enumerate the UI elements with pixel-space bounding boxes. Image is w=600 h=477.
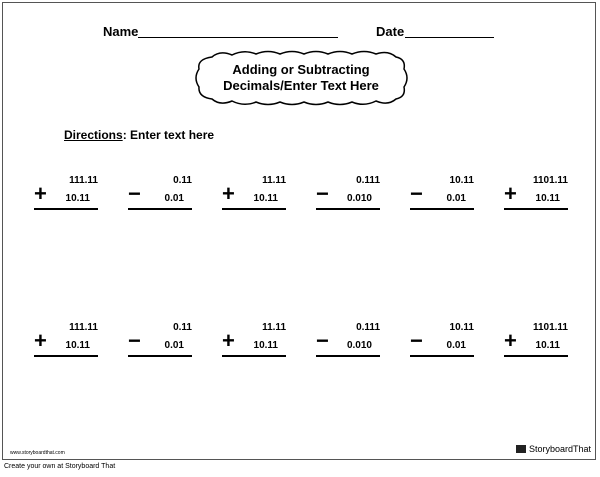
answer-line [34,355,98,357]
operator-sign: + [34,181,47,206]
problem-bottom: 10.11 [253,193,278,204]
operator-sign: − [128,328,141,353]
operator-sign: + [504,181,517,206]
problem [222,175,286,219]
problem [222,322,286,366]
answer-line [410,355,474,357]
problem-bottom: 0.01 [164,193,184,204]
problem-top: 10.11 [449,322,474,333]
operator-sign: − [410,328,423,353]
problem-top: 11.11 [262,175,286,186]
operator-sign: − [316,181,329,206]
answer-line [410,208,474,210]
directions-text: : Enter text here [122,128,215,142]
operator-sign: + [222,181,235,206]
problem [504,175,568,219]
brand-name: StoryboardThat [529,444,592,454]
problem [34,322,98,366]
problem-bottom: 0.010 [346,340,372,351]
problem [410,175,474,219]
problem-top: 111.11 [69,175,98,186]
problem-top: 0.11 [173,175,192,186]
date-line [405,37,494,38]
answer-line [128,355,192,357]
footer-caption: Create your own at Storyboard That [4,463,116,470]
operator-sign: + [34,328,47,353]
problem [504,322,568,366]
problem [316,322,380,366]
operator-sign: + [222,328,235,353]
answer-line [316,208,380,210]
problem-bottom: 0.01 [446,340,466,351]
problem [410,322,474,366]
problem-bottom: 0.01 [446,193,466,204]
answer-line [504,208,568,210]
answer-line [222,208,286,210]
operator-sign: + [504,328,517,353]
storyboardthat-logo [516,444,591,454]
problem-top: 0.11 [173,322,192,333]
problem-top: 0.111 [356,175,380,186]
problem [128,175,192,219]
answer-line [128,208,192,210]
problem-bottom: 0.010 [346,193,372,204]
problem [128,322,192,366]
problem [316,175,380,219]
problem-bottom: 10.11 [535,193,560,204]
problem-top: 11.11 [262,322,286,333]
operator-sign: − [410,181,423,206]
answer-line [504,355,568,357]
problem-bottom: 10.11 [65,340,90,351]
problem-top: 111.11 [69,322,98,333]
date-label: Date [376,24,405,39]
answer-line [34,208,98,210]
operator-sign: − [316,328,329,353]
answer-line [222,355,286,357]
title-line-1: Adding or Subtracting [232,62,370,77]
worksheet-title [192,62,410,94]
operator-sign: − [128,181,141,206]
answer-line [316,355,380,357]
problem-bottom: 10.11 [65,193,90,204]
problem-bottom: 10.11 [253,340,278,351]
footer-url: www.storyboardthat.com [10,450,65,456]
problem-top: 10.11 [449,175,474,186]
directions [64,128,214,142]
problem [34,175,98,219]
title-line-2: Decimals/Enter Text Here [223,78,379,93]
problem-bottom: 0.01 [164,340,184,351]
problem-top: 1101.11 [532,175,568,186]
logo-icon [516,445,526,453]
problem-top: 1101.11 [532,322,568,333]
name-line [138,37,338,38]
problem-bottom: 10.11 [535,340,560,351]
directions-label: Directions [64,128,123,142]
problem-top: 0.111 [356,322,380,333]
name-label: Name [103,24,139,39]
